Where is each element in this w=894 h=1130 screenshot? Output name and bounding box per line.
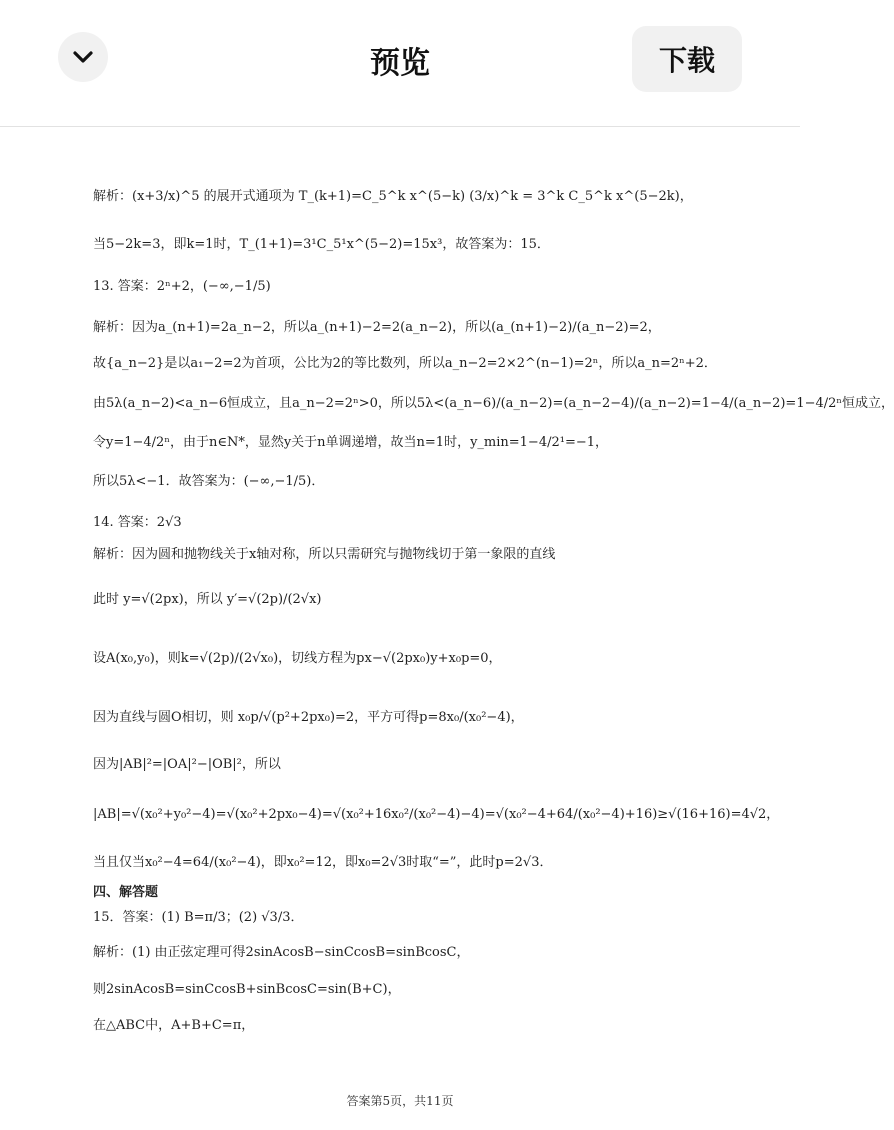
doc-line: 此时 y=√(2px)，所以 y′=√(2p)/(2√x)	[93, 592, 322, 607]
doc-line: 所以5λ<−1．故答案为：(−∞,−1/5)．	[93, 474, 325, 489]
doc-line: 因为直线与圆O相切，则 x₀p/√(p²+2px₀)=2，平方可得p=8x₀/(x₀²−4)，	[93, 710, 524, 725]
doc-line: 由5λ(a_n−2)<a_n−6恒成立，且a_n−2=2ⁿ>0，所以5λ<(a_n−6)/(a_n−2)=(a_n−2−4)/(a_n−2)=1−4/(a_n−2)=1−4/2ⁿ恒成立，	[93, 396, 894, 411]
doc-line: 解析：因为a_(n+1)=2a_n−2，所以a_(n+1)−2=2(a_n−2)，所以(a_(n+1)−2)/(a_n−2)=2，	[93, 320, 661, 335]
doc-line: 15．答案：(1) B=π/3；(2) √3/3．	[93, 910, 304, 925]
doc-line: 14. 答案：2√3	[93, 515, 182, 530]
page-title: 预览	[370, 46, 430, 81]
download-button[interactable]: 下载	[632, 26, 742, 92]
document-page	[0, 127, 894, 1130]
doc-line: 当且仅当x₀²−4=64/(x₀²−4)，即x₀²=12，即x₀=2√3时取“=”，此时p=2√3．	[93, 855, 553, 870]
doc-line: 解析：(x+3/x)^5 的展开式通项为 T_(k+1)=C_5^k x^(5−k) (3/x)^k = 3^k C_5^k x^(5−2k)，	[93, 189, 693, 204]
top-bar	[0, 0, 800, 127]
doc-line: |AB|=√(x₀²+y₀²−4)=√(x₀²+2px₀−4)=√(x₀²+16x₀²/(x₀²−4)−4)=√(x₀²−4+64/(x₀²−4)+16)≥√(16+16)=4√2，	[93, 807, 780, 822]
doc-line: 13. 答案：2ⁿ+2，(−∞,−1/5)	[93, 279, 271, 294]
doc-line: 设A(x₀,y₀)，则k=√(2p)/(2√x₀)，切线方程为px−√(2px₀)y+x₀p=0，	[93, 651, 502, 666]
page-footer: 答案第5页，共11页	[346, 1094, 454, 1108]
doc-line: 当5−2k=3，即k=1时，T_(1+1)=3¹C_5¹x^(5−2)=15x³，故答案为：15．	[93, 237, 550, 252]
doc-line: 故{a_n−2}是以a₁−2=2为首项，公比为2的等比数列，所以a_n−2=2×2^(n−1)=2ⁿ，所以a_n=2ⁿ+2．	[93, 356, 717, 371]
doc-line: 解析：因为圆和抛物线关于x轴对称，所以只需研究与抛物线切于第一象限的直线	[93, 547, 556, 562]
doc-line: 因为|AB|²=|OA|²−|OB|²，所以	[93, 757, 281, 772]
doc-line: 解析：(1) 由正弦定理可得2sinAcosB−sinCcosB=sinBcosC，	[93, 945, 470, 960]
doc-line: 在△ABC中，A+B+C=π，	[93, 1018, 255, 1033]
section-heading: 四、解答题	[93, 885, 159, 900]
doc-line: 令y=1−4/2ⁿ，由于n∈N*，显然y关于n单调递增，故当n=1时，y_min=1−4/2¹=−1，	[93, 435, 609, 450]
doc-line: 则2sinAcosB=sinCcosB+sinBcosC=sin(B+C)，	[93, 982, 401, 997]
